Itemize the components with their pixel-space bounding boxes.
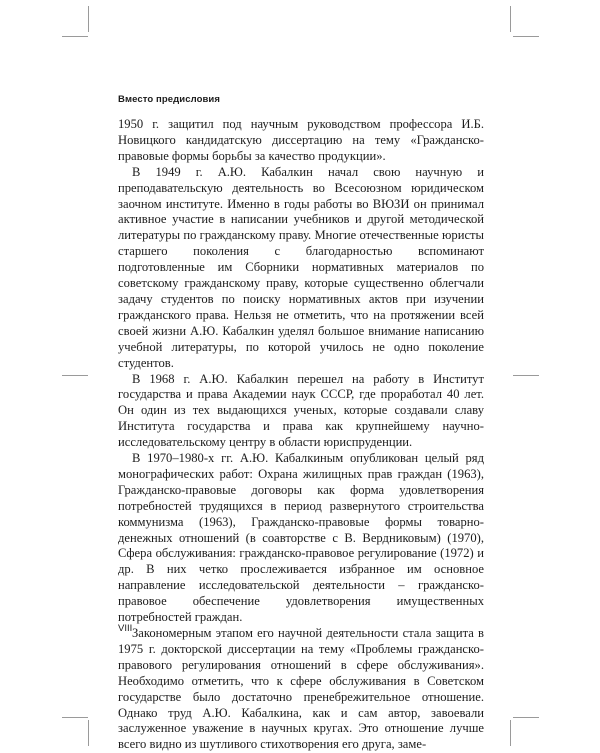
crop-mark-bottom-left-h	[62, 717, 88, 718]
crop-mark-bottom-left-v	[88, 720, 89, 746]
running-head: Вместо предисловия	[118, 94, 221, 105]
paragraph-2: В 1949 г. А.Ю. Кабалкин начал свою научную и преподавательскую деятельность во Всесоюзном юридическом заочном институте. Именно в годы работы во ВЮЗИ он принимал активное участие в написании учебников и другой методической литературы по гражданскому праву. Многие отечественные юристы старшего поколения с благодарностью вспоминают подготовленные им Сборники нормативных материалов по советскому гражданскому праву, которые существенно облегчали задачу студентов по поиску нормативных актов при изучении гражданского права. Нельзя не отметить, что на протяжении всей своей жизни А.Ю. Кабалкин уделял большое внимание написанию учебной литературы, по которой училось не одно поколение студентов.	[118, 164, 484, 370]
crop-mark-top-left-h	[62, 36, 88, 37]
paragraph-1: 1950 г. защитил под научным руководством профессора И.Б. Новицкого кандидатскую диссертацию на тему «Гражданско-правовые формы борьбы за качество продукции».	[118, 117, 484, 163]
crop-mark-bottom-right-h	[513, 717, 539, 718]
crop-mark-bottom-right-v	[510, 720, 511, 746]
paragraph-3: В 1968 г. А.Ю. Кабалкин перешел на работу в Институт государства и права Академии наук СССР, где проработал 40 лет. Он один из тех выдающихся ученых, которые создавали славу Института государства и права как крупнейшему научно-исследовательскому центру в области юриспруденции.	[118, 371, 484, 450]
crop-mark-mid-left	[62, 375, 88, 376]
crop-mark-top-left-v	[88, 6, 89, 32]
paragraph-5: Закономерным этапом его научной деятельности стала защита в 1975 г. докторской диссертации на тему «Проблемы гражданско-правового регулирования отношений в сфере обслуживания». Необходимо отметить, что к сфере обслуживания в Советском государстве было достаточно пренебрежительное отношение. Однако труд А.Ю. Кабалкина, как и сам автор, завоевали заслуженное уважение в научных кругах. Это отношение лучше всего видно из шутливого стихотворения его друга, заме-	[118, 626, 484, 752]
body-text	[118, 117, 484, 753]
page-number: VIII	[118, 623, 133, 634]
crop-mark-mid-right	[513, 375, 539, 376]
crop-mark-top-right-v	[510, 6, 511, 32]
crop-mark-top-right-h	[513, 36, 539, 37]
paragraph-4: В 1970–1980-х гг. А.Ю. Кабалкиным опубликован целый ряд монографических работ: Охрана жилищных прав граждан (1963), Гражданско-правовые договоры как форма удовлетворения потребностей трудящихся в период развернутого строительства коммунизма (1963), Гражданско-правовые формы товарно-денежных отношений (в соавторстве с В. Вердниковым) (1970), Сфера обслуживания: гражданско-правовое регулирование (1972) и др. В них четко прослеживается избранное им основное направление исследовательской деятельности – гражданско-правовое обеспечение удовлетворения имущественных потребностей граждан.	[118, 451, 484, 625]
